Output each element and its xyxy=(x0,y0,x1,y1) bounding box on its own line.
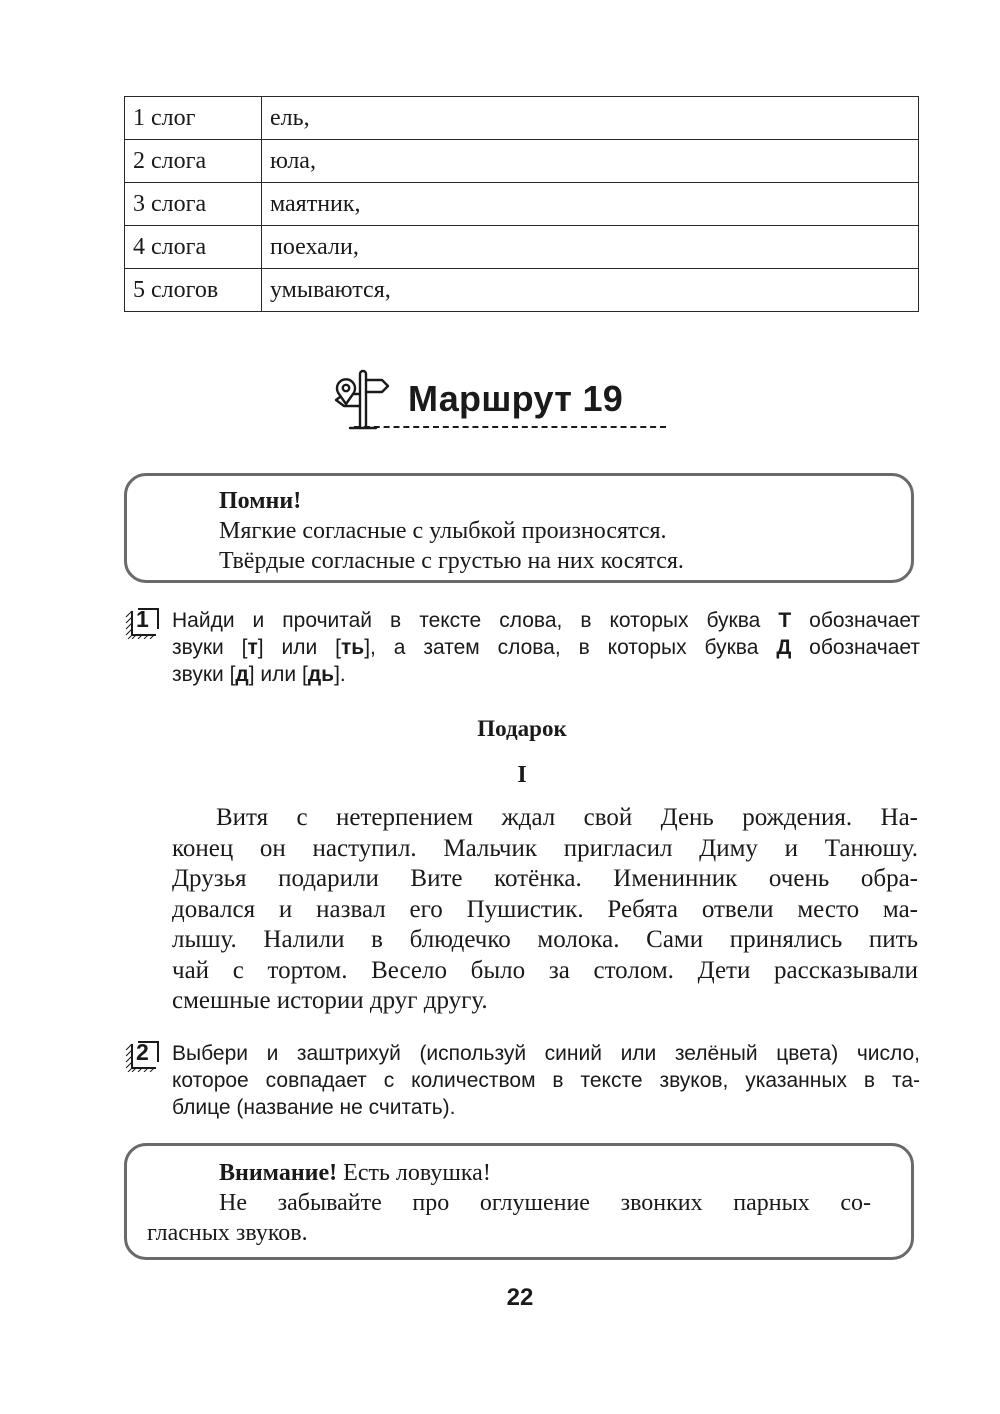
word-cell: ель, xyxy=(262,97,919,140)
task-instructions xyxy=(172,1040,920,1121)
text: звуки [ xyxy=(172,636,248,659)
story-line: довался и назвал его Пушистик. Ребята отвели место ма- xyxy=(172,895,918,923)
task-line: блице (название не считать). xyxy=(172,1096,456,1119)
attention-heading: Внимание! xyxy=(219,1160,338,1186)
attention-line: Не забывайте про оглушение звонких парных со- xyxy=(219,1190,871,1216)
table-row xyxy=(125,97,919,140)
story-line: конец он наступил. Мальчик пригласил Диму и Танюшу. xyxy=(172,834,918,862)
attention-box xyxy=(124,1143,914,1260)
task-number: 1 xyxy=(136,606,149,632)
table-row xyxy=(125,226,919,269)
story-text xyxy=(172,803,918,1017)
text: звуки [ xyxy=(172,663,236,686)
text: обозначает xyxy=(791,636,920,659)
table-row xyxy=(125,140,919,183)
route-title: Маршрут 19 xyxy=(408,378,624,419)
task-line xyxy=(172,661,920,688)
word-cell: маятник, xyxy=(262,183,919,226)
sound-highlight: т xyxy=(247,636,258,659)
attention-subheading: Есть ловушка! xyxy=(337,1160,491,1186)
story-line: лышу. Налили в блюдечко молока. Сами принялись пить xyxy=(172,926,918,953)
task-line xyxy=(172,607,920,634)
attention-heading-line xyxy=(147,1158,871,1188)
remember-heading: Помни! xyxy=(219,488,302,514)
text: ] или [ xyxy=(248,663,308,686)
story-line: Витя с нетерпением ждал свой День рождения. На- xyxy=(216,804,918,831)
text: ]. xyxy=(334,663,346,686)
task-line: которое совпадает с количеством в тексте звуков, указанных в та- xyxy=(172,1069,920,1092)
story-line: смешные истории друг другу. xyxy=(172,987,488,1014)
syllable-count-cell: 1 слог xyxy=(125,97,262,140)
syllable-count-cell: 4 слога xyxy=(125,226,262,269)
dashed-underline xyxy=(354,426,666,428)
table-row xyxy=(125,269,919,312)
remember-line: Мягкие согласные с улыбкой произносятся. xyxy=(219,518,667,544)
text: Найди и прочитай в тексте слова, в которых буква xyxy=(172,609,779,632)
letter-highlight: Д xyxy=(776,636,792,659)
sound-highlight: дь xyxy=(307,663,335,686)
story-title: Подарок xyxy=(477,716,567,741)
syllable-count-cell: 2 слога xyxy=(125,140,262,183)
task-number: 2 xyxy=(136,1039,149,1065)
task-1 xyxy=(124,607,920,688)
task-2 xyxy=(124,1040,920,1121)
remember-line: Твёрдые согласные с грустью на них косятся. xyxy=(219,548,684,574)
page-number: 22 xyxy=(506,1284,534,1311)
syllable-count-cell: 3 слога xyxy=(125,183,262,226)
word-cell: юла, xyxy=(262,140,919,183)
table-row xyxy=(125,183,919,226)
route-heading xyxy=(330,366,670,436)
syllable-table xyxy=(124,96,919,312)
story-line: чай с тортом. Весело было за столом. Дети рассказывали xyxy=(172,956,918,984)
letter-highlight: Т xyxy=(778,609,792,632)
remember-box xyxy=(124,473,914,583)
text: обозначает xyxy=(791,609,920,632)
text: ], а затем слова, в которых буква xyxy=(364,636,777,659)
attention-line: гласных звуков. xyxy=(147,1220,308,1246)
word-cell: поехали, xyxy=(262,226,919,269)
signpost-location-icon xyxy=(330,366,392,432)
task-instructions xyxy=(172,607,920,688)
story-part-number: I xyxy=(517,762,527,788)
syllable-count-cell: 5 слогов xyxy=(125,269,262,312)
task-line: Выбери и заштрихуй (используй синий или зелёный цвета) число, xyxy=(172,1042,920,1065)
sound-highlight: д xyxy=(235,663,249,686)
text: ] или [ xyxy=(257,636,341,659)
word-cell: умываются, xyxy=(262,269,919,312)
task-line xyxy=(172,634,920,661)
story-line: Друзья подарили Вите котёнка. Именинник очень обра- xyxy=(172,865,918,892)
sound-highlight: ть xyxy=(340,636,365,659)
